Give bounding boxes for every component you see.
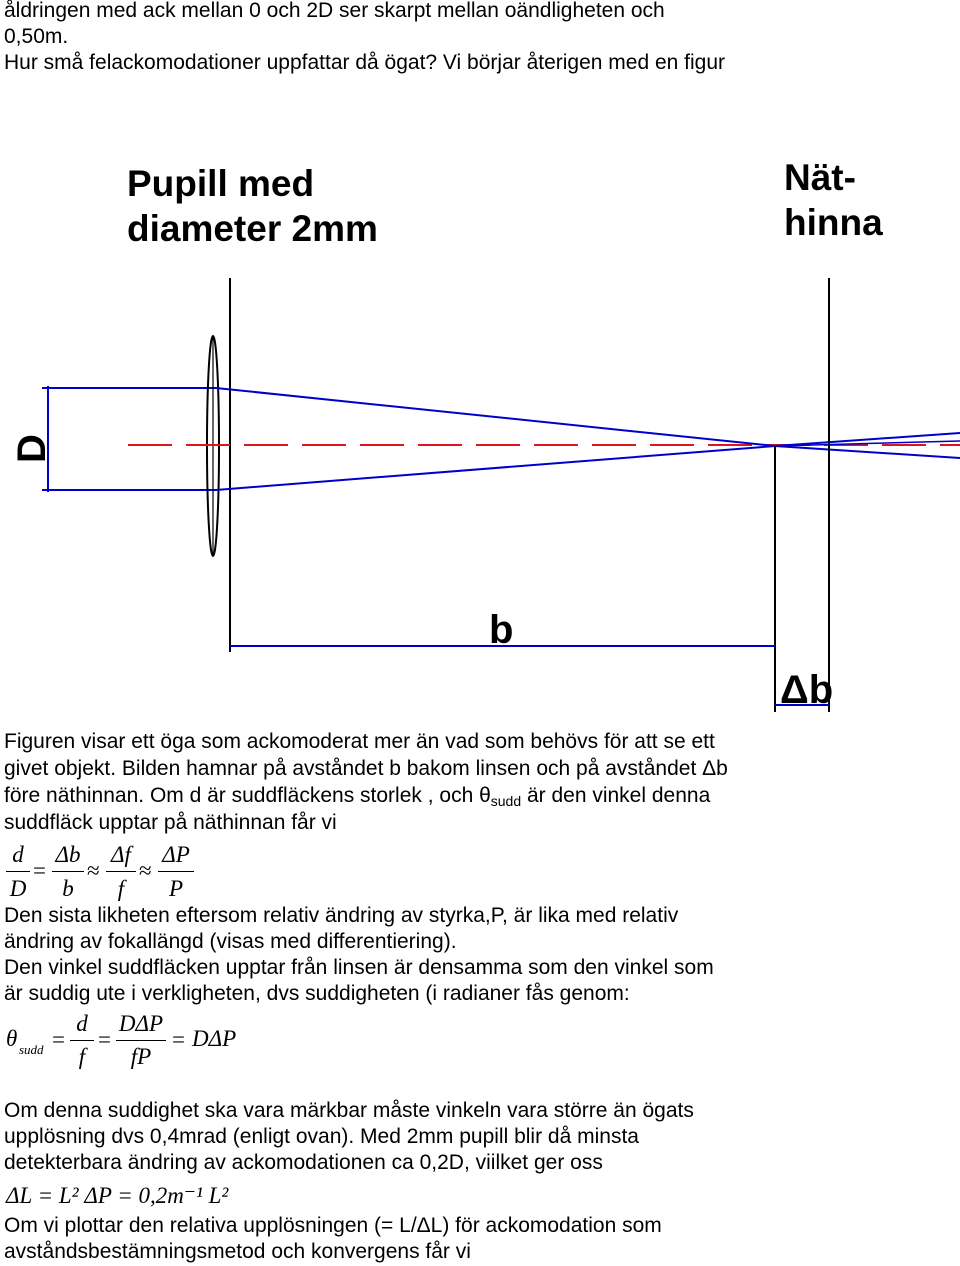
para3-line-2: upplösning dvs 0,4mrad (enligt ovan). Med 2mm pupill blir då minsta [4,1125,639,1148]
ray-top [216,388,775,446]
para4-line-1: Om vi plottar den relativa upplösningen (= L/ΔL) för ackomodation som [4,1214,662,1237]
pupil-label-line-2: diameter 2mm [127,208,378,249]
intro-line-2: 0,50m. [4,25,69,48]
para3-line-1: Om denna suddighet ska vara märkbar måste vinkeln vara större än ögats [4,1099,694,1122]
ray-bottom [216,446,775,490]
equation-delta-L: ΔL = L² ΔP = 0,2m⁻¹ L² [6,1183,229,1208]
D-label: D [10,434,54,463]
intro-line-1: åldringen med ack mellan 0 och 2D ser skarpt mellan oändligheten och [4,0,665,22]
para2-line-3: Den vinkel suddfläcken upptar från linsen är densamma som den vinkel som [4,956,714,979]
b-label: b [489,608,514,652]
para2-line-2: ändring av fokallängd (visas med differentiering). [4,930,457,953]
para3-line-3: detekterbara ändring av ackomodationen ca 0,2D, viilket ger oss [4,1151,603,1174]
para1-line-2: givet objekt. Bilden hamnar på avståndet b bakom linsen och på avståndet Δb [4,757,728,780]
retina-label-line-2: hinna [784,202,883,243]
para2-line-1: Den sista likheten eftersom relativ ändring av styrka,P, är lika med relativ [4,904,679,927]
para2-line-4: är suddig ute i verkligheten, dvs suddigheten (i radianer fås genom: [4,982,630,1005]
para1-line-4: suddfläck upptar på näthinnan får vi [4,811,337,834]
para1-line-1: Figuren visar ett öga som ackomoderat mer än vad som behövs för att se ett [4,730,715,753]
delta-b-label: Δb [780,668,834,712]
eye-accommodation-figure [0,140,960,720]
retina-label-line-1: Nät- [784,157,856,198]
intro-line-3: Hur små felackomodationer uppfattar då ögat? Vi börjar återigen med en figur [4,51,726,74]
para4-line-2: avståndsbestämningsmetod och konvergens får vi [4,1240,471,1263]
para1-line-3: före näthinnan. Om d är suddfläckens storlek , och $\theta_{sudd}$ är den vinkel denna [4,784,711,809]
pupil-label-line-1: Pupill med [127,163,315,204]
ray-bottom-continued [775,446,960,458]
